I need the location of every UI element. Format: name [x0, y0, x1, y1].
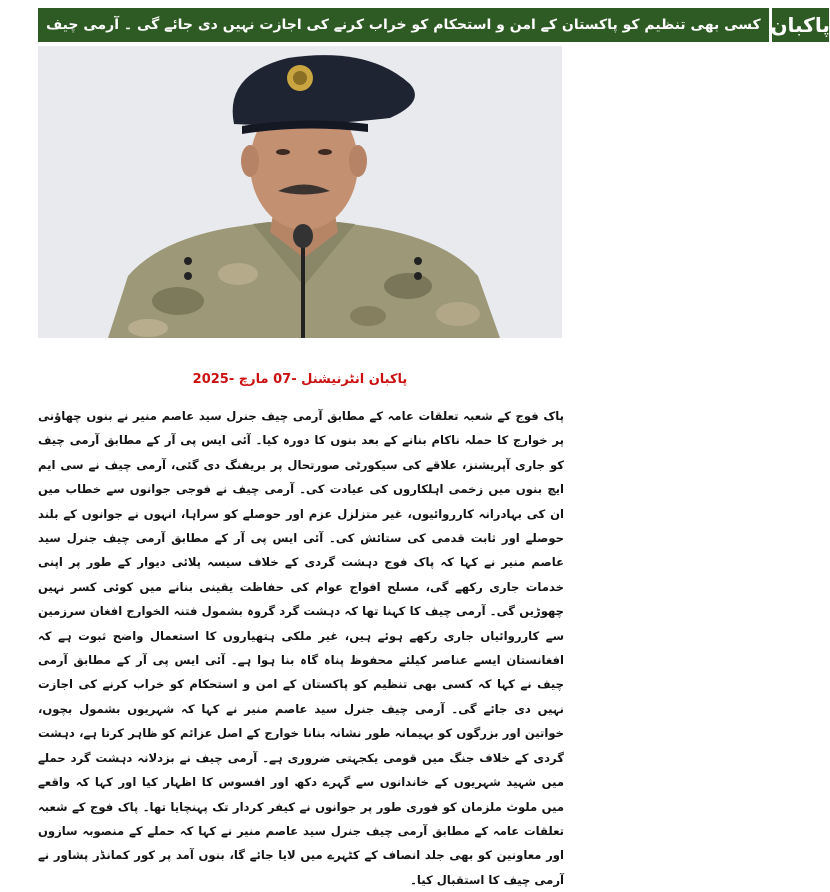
header-banner: [38, 8, 830, 42]
article-body: پاک فوج کے شعبہ تعلقات عامہ کے مطابق آرمی چیف جنرل سید عاصم منیر نے بنوں چھاؤنی پر خوارج کا حملہ ناکام بنانے کے بعد بنوں کا دورہ کیا۔ آئی ایس پی آر کے مطابق آرمی چیف کو جاری آپریشنز، علاقے کی سیکورٹی صورتحال پر بریفنگ دی گئی، آرمی چیف نے سی ایم ایچ بنوں میں زخمی اہلکاروں کی عیادت کی۔ آرمی چیف نے فوجی جوانوں سے خطاب میں ان کی بہادرانہ کارروائیوں، غیر متزلزل عزم اور حوصلے کو سراہا، انہوں نے جوانوں کے بلند حوصلے اور ثابت قدمی کی ستائش کی۔ آئی ایس پی آر کے مطابق آرمی چیف جنرل سید عاصم منیر نے کہا کہ پاک فوج دہشت گردی کے خلاف سیسہ پلائی دیوار کے طور پر اپنی خدمات جاری رکھے گی، مسلح افواج عوام کی حفاظت یقینی بنانے میں کوئی کسر نہیں چھوڑیں گی۔ آرمی چیف کا کہنا تھا کہ دہشت گرد گروہ بشمول فتنہ الخوارج افغان سرزمین سے کارروائیاں جاری رکھے ہوئے ہیں، غیر ملکی ہتھیاروں کا استعمال واضح ثبوت ہے کہ افغانستان ایسے عناصر کیلئے محفوظ پناہ گاہ بنا ہوا ہے۔ آئی ایس پی آر کے مطابق آرمی چیف نے کہا کہ کسی بھی تنظیم کو پاکستان کے امن و استحکام کو خراب کرنے کی اجازت نہیں دی جائے گی۔ آرمی چیف جنرل سید عاصم منیر نے کہا کہ شہریوں بشمول بچوں، خواتین اور بزرگوں کو بہیمانہ طور نشانہ بنانا خوارج کے اصل عزائم کو ظاہر کرتا ہے، دہشت گردی کے خلاف جنگ میں قومی یکجہتی ضروری ہے۔ آرمی چیف نے بزدلانہ دہشت گرد حملے میں شہید شہریوں کے خاندانوں سے گہرے دکھ اور افسوس کا اظہار کیا اور کہا کہ واقعے میں ملوث ملزمان کو فوری طور پر جوانوں نے کیفر کردار تک پہنچایا تھا۔ پاک فوج کے شعبہ تعلقات عامہ کے مطابق آرمی چیف جنرل سید عاصم منیر نے کہا کہ حملے کے منصوبہ سازوں اور معاونین کو بھی جلد انصاف کے کٹہرے میں لایا جائے گا، بنوں آمد پر کور کمانڈر پشاور نے آرمی چیف کا استقبال کیا۔: [38, 409, 564, 887]
brand-logo: پاکبان: [769, 8, 829, 42]
dateline: پاکبان انٹرنیشنل -07 مارچ -2025: [192, 372, 408, 387]
army-chief-portrait: [38, 46, 562, 338]
news-photo: [38, 46, 562, 338]
headline: کسی بھی تنظیم کو پاکستان کے امن و استحکام کو خراب کرنے کی اجازت نہیں دی جائے گی ۔ آرمی چیف: [38, 8, 769, 42]
